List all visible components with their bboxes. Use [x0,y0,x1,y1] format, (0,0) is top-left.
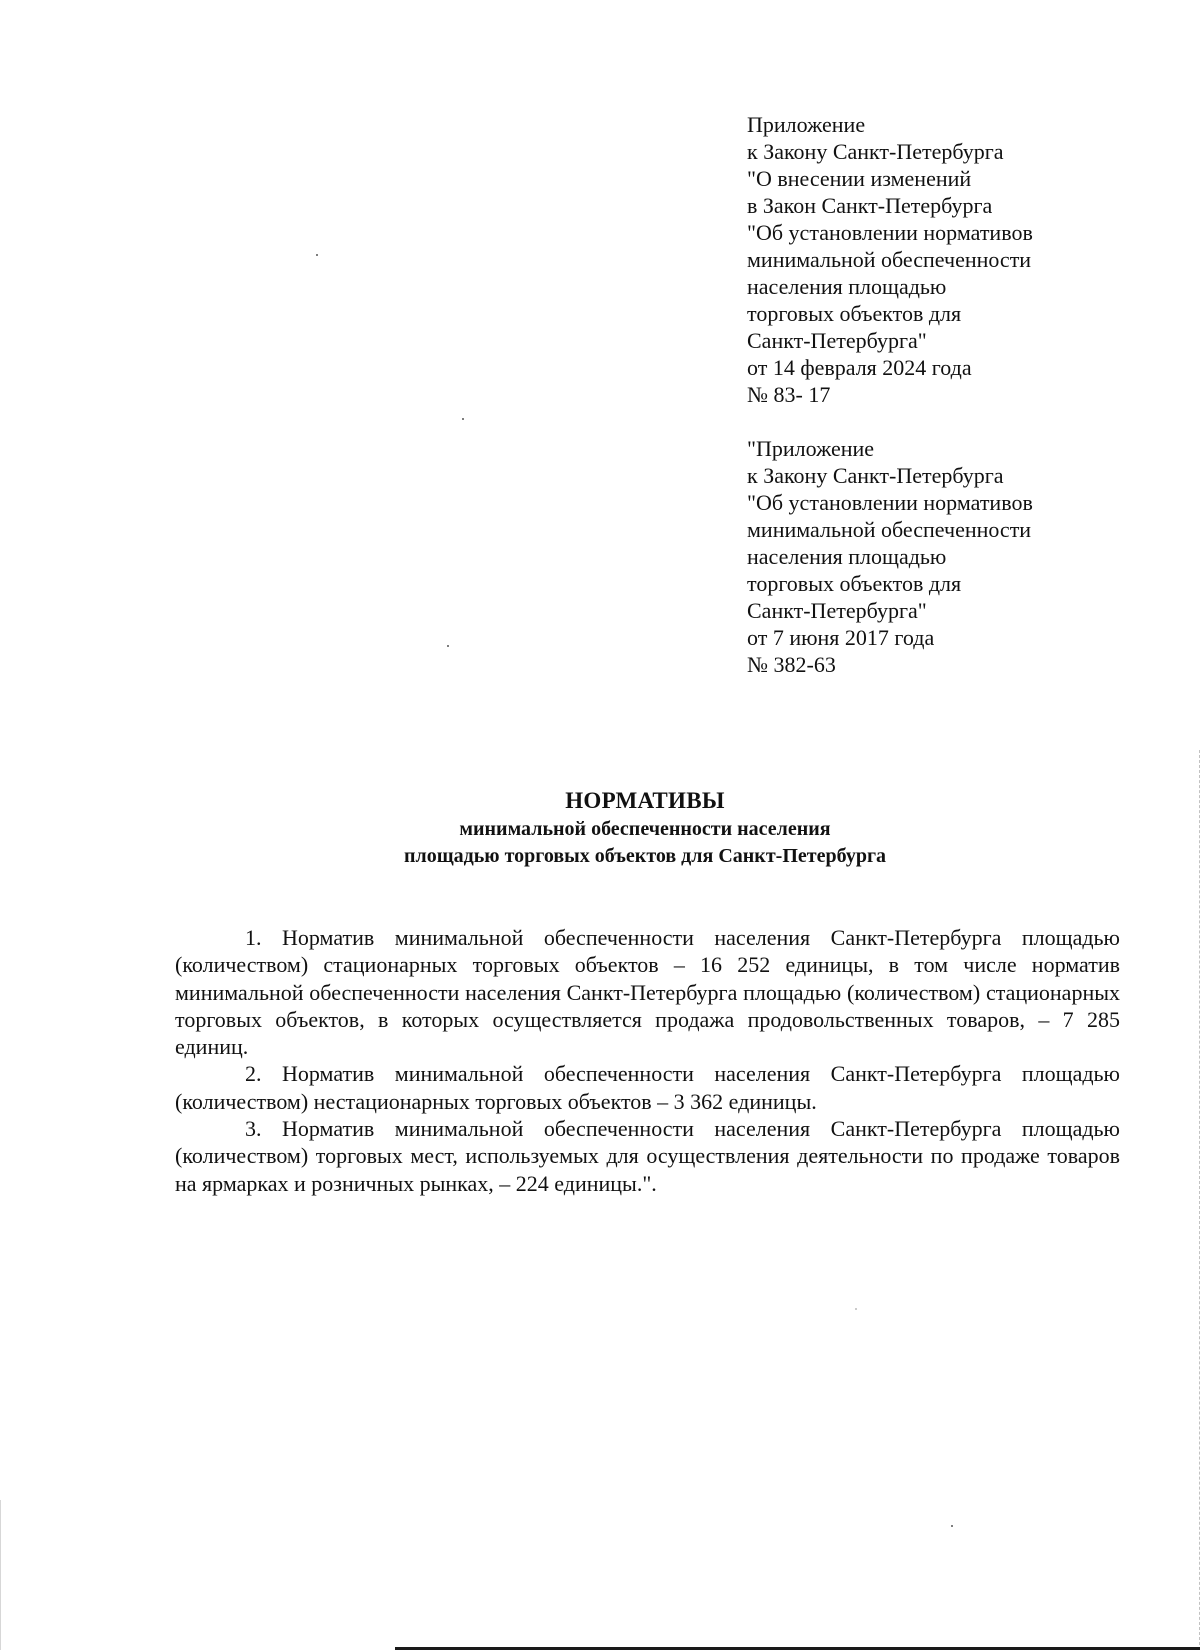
annex-line: Санкт-Петербурга" [747,328,927,353]
annex-number-line: № 83- 17 [747,382,831,407]
annex-line: к Закону Санкт-Петербурга [747,139,1004,164]
annex-date-line: от 7 июня 2017 года [747,625,935,650]
title-heading: НОРМАТИВЫ [565,788,725,813]
annex-line: в Закон Санкт-Петербурга [747,193,993,218]
annex-line: торговых объектов для [747,301,962,326]
scan-speck [855,1308,857,1310]
document-body [175,924,1120,1197]
scan-speck [316,254,318,256]
paragraph-market-places: 3. Норматив минимальной обеспеченности населения Санкт-Петербурга площадью (количеством) торговых мест, используемых для осуществления деятельности по продаже товаров на ярмарках и розничных рынках, – 224 единицы.". [175,1116,1120,1196]
annex-line: населения площадью [747,544,947,569]
annex-line: "Об установлении нормативов [747,490,1033,515]
paragraph-stationary-objects: 1. Норматив минимальной обеспеченности населения Санкт-Петербурга площадью (количеством) стационарных торговых объектов – 16 252 единицы, в том числе норматив минимальной обеспеченности населения Санкт-Петербурга площадью (количеством) стационарных торговых объектов, в которых осуществляется продажа продовольственных товаров, – 7 285 единиц. [175,925,1120,1060]
scan-speck [462,418,464,420]
annex-line: "О внесении изменений [747,166,972,191]
annex-line: Приложение [747,112,866,137]
document-title [170,786,1120,870]
annex-header-original-law [747,435,1167,678]
annex-date-line: от 14 февраля 2024 года [747,355,972,380]
title-subheading-line: минимальной обеспеченности населения [459,818,831,840]
annex-line: к Закону Санкт-Петербурга [747,463,1004,488]
annex-line: "Приложение [747,436,875,461]
annex-line: "Об установлении нормативов [747,220,1033,245]
annex-number-line: № 382-63 [747,652,836,677]
annex-header-amending-law [747,111,1167,408]
annex-line: минимальной обеспеченности [747,247,1032,272]
paragraph-nonstationary-objects: 2. Норматив минимальной обеспеченности населения Санкт-Петербурга площадью (количеством) нестационарных торговых объектов – 3 362 единицы. [175,1061,1120,1114]
scan-speck [447,645,449,647]
scan-speck [951,1525,953,1527]
title-subheading-line: площадью торговых объектов для Санкт-Петербурга [403,845,887,867]
annex-line: минимальной обеспеченности [747,517,1032,542]
scan-edge-artifact [0,1500,2,1650]
annex-line: населения площадью [747,274,947,299]
annex-line: Санкт-Петербурга" [747,598,927,623]
annex-line: торговых объектов для [747,571,962,596]
